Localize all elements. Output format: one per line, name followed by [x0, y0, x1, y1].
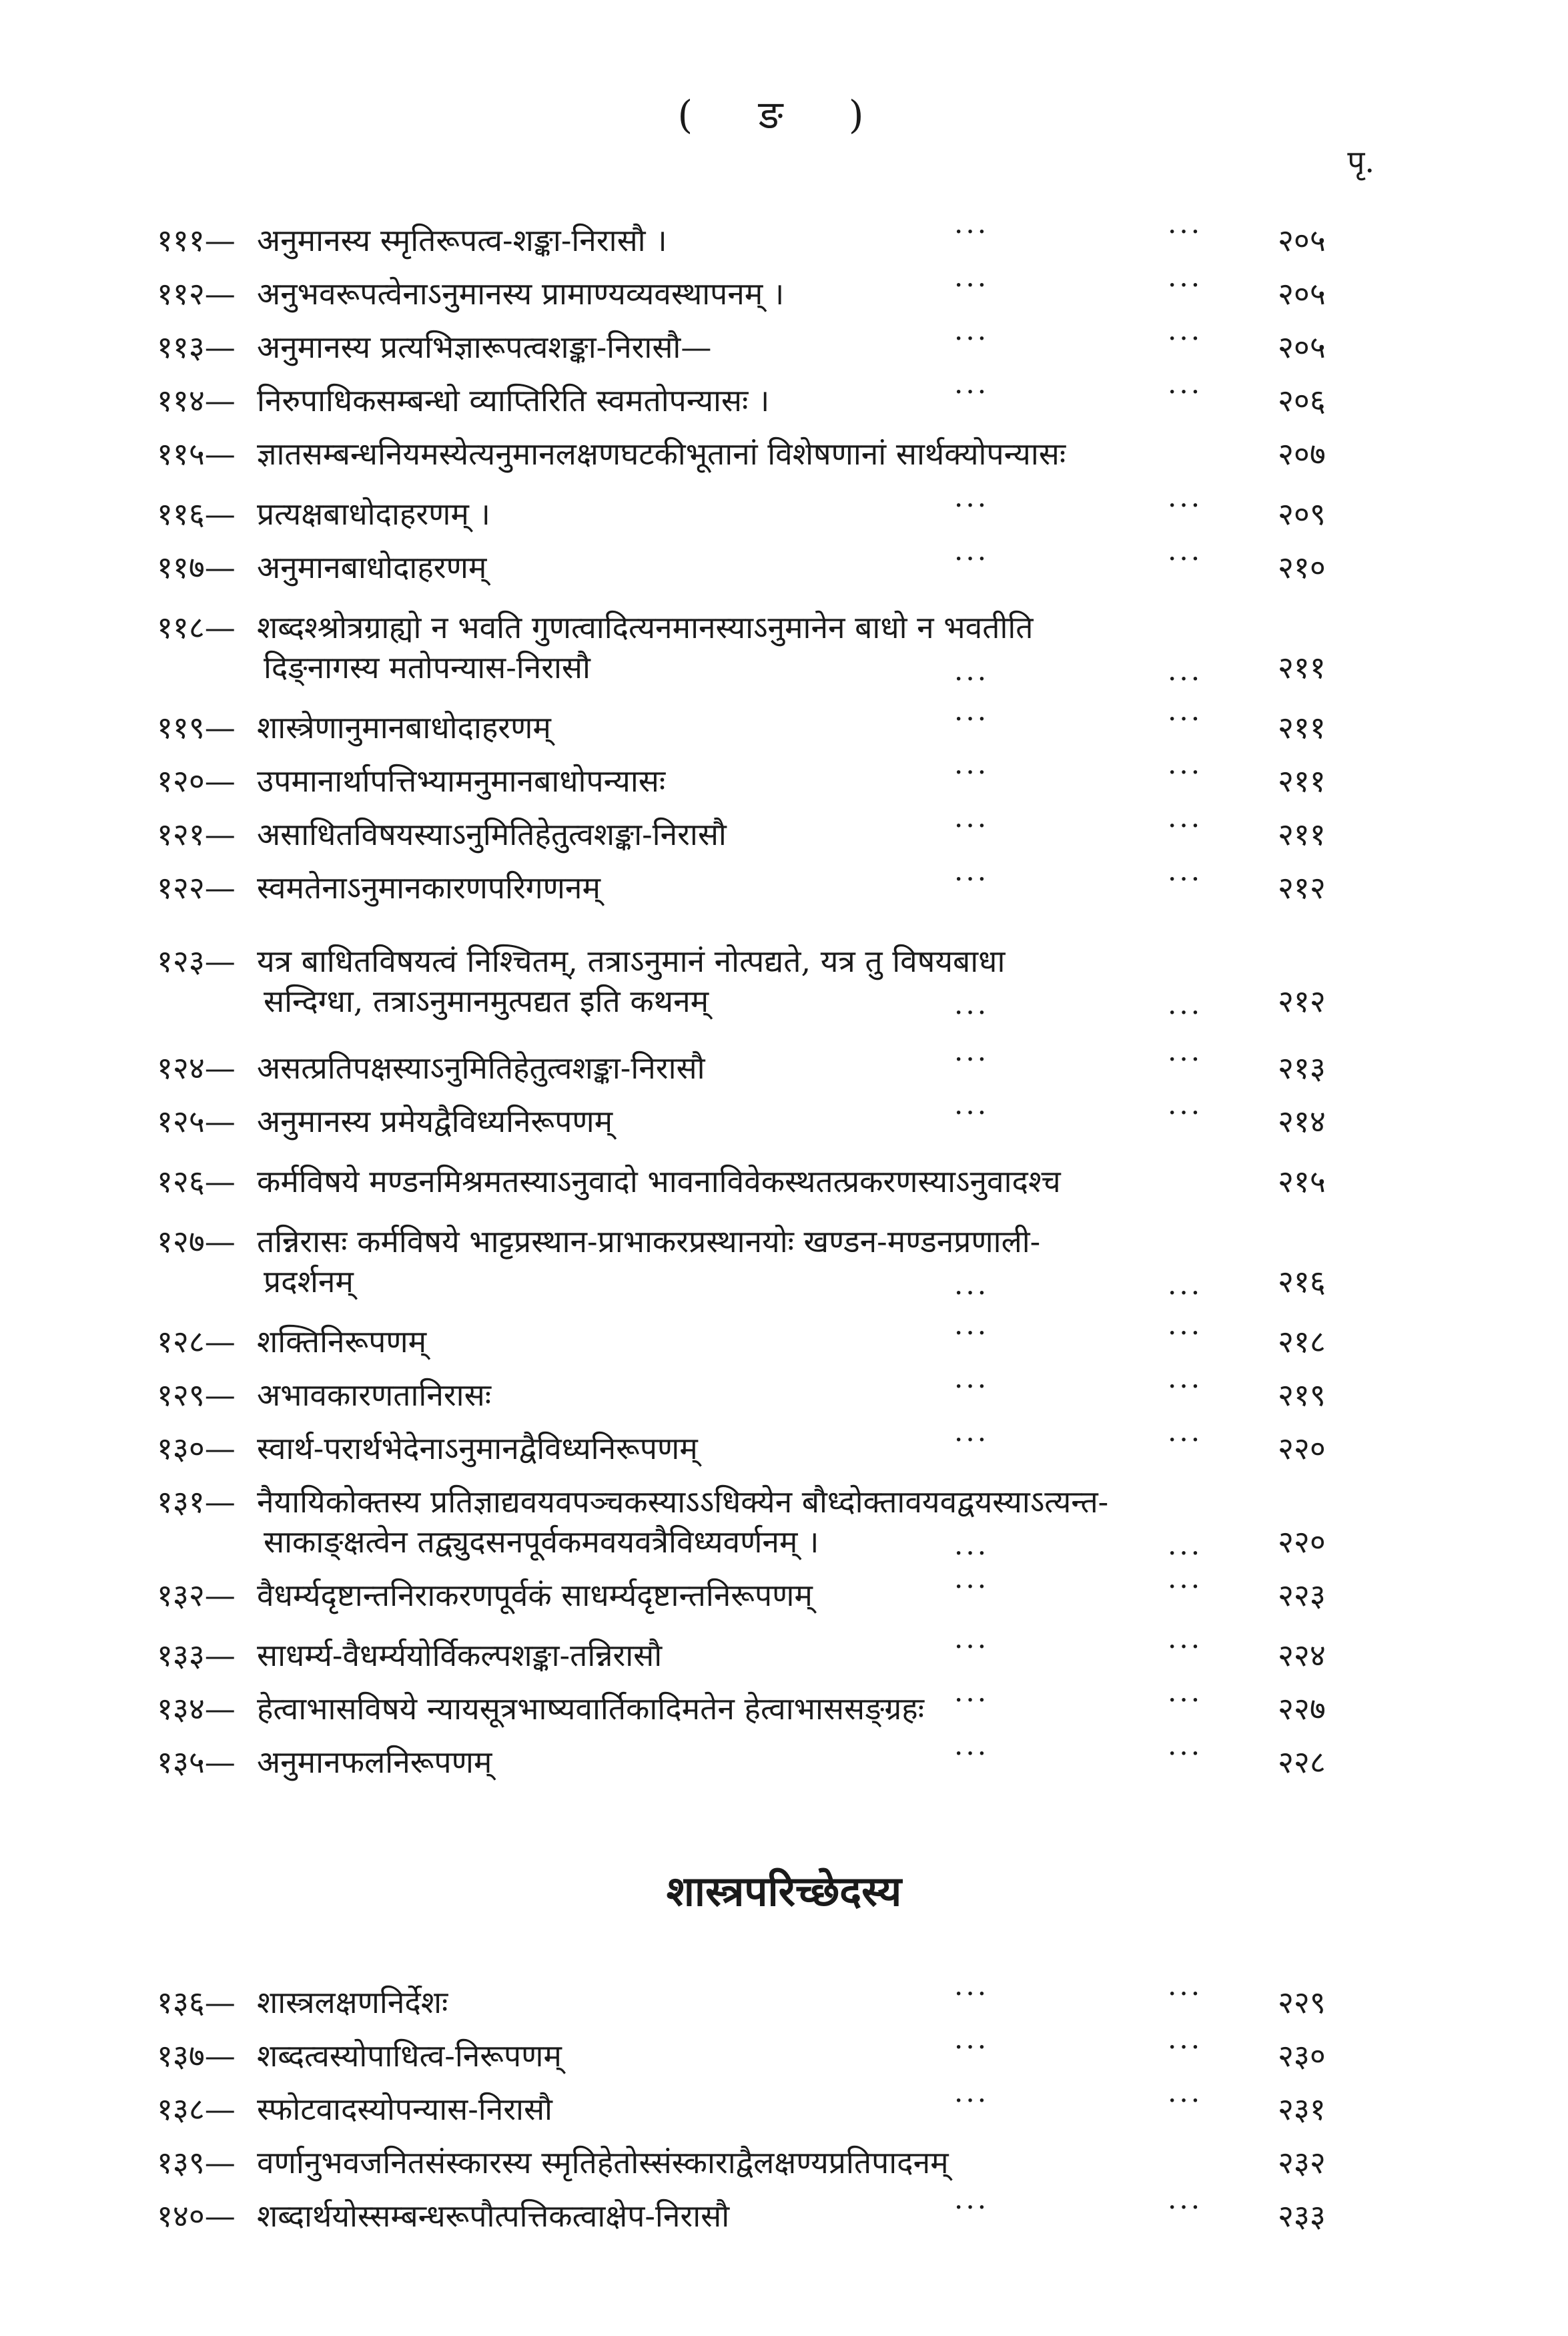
entry-number: ११६— — [157, 496, 236, 532]
toc-entry — [157, 2142, 1378, 2182]
leader-dots: ... — [954, 2076, 990, 2108]
page-header: ( ङ ) — [677, 92, 891, 137]
leader-dots: ... — [954, 367, 990, 400]
leader-dots: ... — [1168, 654, 1203, 687]
leader-dots: ... — [1168, 1415, 1203, 1448]
entry-title: अनुमानस्य प्रत्यभिज्ञारूपत्वशङ्का-निरासौ— — [257, 329, 712, 365]
entry-title: अभावकारणतानिरासः — [257, 1377, 491, 1413]
entry-page-number: २१८ — [1278, 1324, 1326, 1360]
entry-page-number: २१० — [1278, 549, 1326, 585]
entry-page-number: २२७ — [1278, 1691, 1326, 1727]
entry-title-continued: प्रदर्शनम् — [264, 1263, 354, 1299]
entry-title: नैयायिकोक्तस्य प्रतिज्ञाद्यवयवपञ्चकस्याऽऽधिक्येन बौध्दोक्तावयवद्वयस्याऽत्यन्त- — [257, 1484, 1109, 1520]
page-column-label: पृ. — [1347, 143, 1375, 180]
leader-dots: ... — [954, 260, 990, 293]
leader-dots: ... — [1168, 1969, 1203, 2002]
entry-title: स्वार्थ-परार्थभेदेनाऽनुमानद्वैविध्यनिरूपणम् — [257, 1430, 698, 1466]
leader-dots: ... — [954, 2022, 990, 2055]
entry-title: यत्र बाधितविषयत्वं निश्चितम्, तत्राऽनुमानं नोत्पद्यते, यत्र तु विषयबाधा — [257, 943, 1006, 979]
entry-page-number: २१६ — [1278, 1263, 1326, 1299]
entry-title: उपमानार्थापत्तिभ्यामनुमानबाधोपन्यासः — [257, 763, 666, 799]
entry-title: प्रत्यक्षबाधोदाहरणम् । — [257, 496, 490, 532]
entry-page-number: २११ — [1278, 709, 1326, 746]
entry-title: अनुमानफलनिरूपणम् — [257, 1744, 492, 1780]
entry-title: अनुमानबाधोदाहरणम् — [257, 549, 487, 585]
leader-dots: ... — [1168, 534, 1203, 567]
entry-number: १३४— — [157, 1691, 236, 1727]
entry-number: १३०— — [157, 1430, 236, 1466]
leader-dots: ... — [1168, 1562, 1203, 1594]
entry-number: १२९— — [157, 1377, 236, 1413]
entry-number: ११९— — [157, 709, 236, 746]
entry-title: असत्प्रतिपक्षस्याऽनुमितिहेतुत्वशङ्का-निरासौ — [257, 1050, 705, 1086]
leader-dots: ... — [1168, 1362, 1203, 1394]
leader-dots: ... — [954, 1562, 990, 1594]
leader-dots: ... — [1168, 801, 1203, 834]
leader-dots: ... — [954, 801, 990, 834]
leader-dots: ... — [954, 1088, 990, 1121]
entry-page-number: २३२ — [1278, 2144, 1326, 2180]
entry-number: ११५— — [157, 436, 236, 472]
entry-number: १२२— — [157, 870, 236, 906]
entry-page-number: २२४ — [1278, 1637, 1326, 1673]
entry-page-number: २०५ — [1278, 222, 1326, 258]
entry-page-number: २१३ — [1278, 1050, 1326, 1086]
leader-dots: ... — [954, 1729, 990, 1761]
leader-dots: ... — [954, 1415, 990, 1448]
entry-page-number: २३३ — [1278, 2198, 1326, 2234]
entry-number: १३७— — [157, 2038, 236, 2074]
entry-title: वर्णानुभवजनितसंस्कारस्य स्मृतिहेतोस्संस्काराद्वैलक्षण्यप्रतिपादनम् — [257, 2144, 949, 2180]
entry-number: १३९— — [157, 2144, 236, 2180]
entry-number: १२५— — [157, 1103, 236, 1139]
leader-dots: ... — [1168, 1088, 1203, 1121]
entry-page-number: २१९ — [1278, 1377, 1326, 1413]
leader-dots: ... — [1168, 1729, 1203, 1761]
entry-number: १२१— — [157, 816, 236, 852]
leader-dots: ... — [1168, 314, 1203, 346]
entry-title: स्फोटवादस्योपन्यास-निरासौ — [257, 2091, 552, 2127]
leader-dots: ... — [954, 1035, 990, 1067]
entry-title: ज्ञातसम्बन्धनियमस्येत्यनुमानलक्षणघटकीभूतानां विशेषणानां सार्थक्योपन्यासः — [257, 436, 1066, 472]
leader-dots: ... — [954, 988, 990, 1020]
entry-page-number: २३० — [1278, 2038, 1326, 2074]
leader-dots: ... — [954, 1528, 990, 1561]
entry-title: निरुपाधिकसम्बन्धो व्याप्तिरिति स्वमतोपन्यासः । — [257, 382, 770, 418]
entry-number: १२४— — [157, 1050, 236, 1086]
entry-title: शास्त्रेणानुमानबाधोदाहरणम् — [257, 709, 551, 746]
entry-number: ११२— — [157, 276, 236, 312]
leader-dots: ... — [1168, 988, 1203, 1020]
entry-title: हेत्वाभासविषये न्यायसूत्रभाष्यवार्तिकादिमतेन हेत्वाभाससङ्ग्रहः — [257, 1691, 925, 1727]
leader-dots: ... — [954, 1622, 990, 1655]
entry-title: शब्दार्थयोस्सम्बन्धरूपौत्पत्तिकत्वाक्षेप-निरासौ — [257, 2198, 730, 2234]
leader-dots: ... — [1168, 694, 1203, 727]
entry-title: साधर्म्य-वैधर्म्ययोर्विकल्पशङ्का-तन्निरासौ — [257, 1637, 663, 1673]
leader-dots: ... — [954, 694, 990, 727]
leader-dots: ... — [954, 481, 990, 513]
entry-page-number: २३१ — [1278, 2091, 1326, 2127]
entry-number: ११४— — [157, 382, 236, 418]
entry-page-number: २०९ — [1278, 496, 1326, 532]
entry-number: १२३— — [157, 943, 236, 979]
entry-number: १३८— — [157, 2091, 236, 2127]
leader-dots: ... — [954, 748, 990, 780]
leader-dots: ... — [1168, 1622, 1203, 1655]
entry-title: शब्दश्श्रोत्रग्राह्यो न भवति गुणत्वादित्यनमानस्याऽनुमानेन बाधो न भवतीति — [257, 609, 1034, 645]
leader-dots: ... — [1168, 2022, 1203, 2055]
entry-page-number: २११ — [1278, 649, 1326, 685]
entry-number: १२०— — [157, 763, 236, 799]
toc-entry — [157, 434, 1378, 474]
entry-title: तन्निरासः कर्मविषये भाट्टप्रस्थान-प्राभाकरप्रस्थानयोः खण्डन-मण्डनप्रणाली- — [257, 1223, 1041, 1259]
leader-dots: ... — [1168, 1528, 1203, 1561]
entry-title: स्वमतेनाऽनुमानकारणपरिगणनम् — [257, 870, 601, 906]
leader-dots: ... — [1168, 1675, 1203, 1708]
entry-number: १२६— — [157, 1163, 236, 1199]
entry-number: १३५— — [157, 1744, 236, 1780]
leader-dots: ... — [1168, 1268, 1203, 1301]
entry-title-continued: साकाङ्क्षत्वेन तद्व्युदसनपूर्वकमवयवत्रैविध्यवर्णनम् । — [264, 1524, 819, 1560]
entry-page-number: २२० — [1278, 1524, 1326, 1560]
leader-dots: ... — [954, 654, 990, 687]
leader-dots: ... — [1168, 207, 1203, 240]
entry-title-continued: सन्दिग्धा, तत्राऽनुमानमुत्पद्यत इति कथनम् — [264, 983, 709, 1019]
leader-dots: ... — [954, 1969, 990, 2002]
entry-title-continued: दिङ्नागस्य मतोपन्यास-निरासौ — [264, 649, 591, 685]
entry-title: अनुमानस्य स्मृतिरूपत्व-शङ्का-निरासौ । — [257, 222, 667, 258]
section-heading: शास्त्रपरिच्छेदस्य — [666, 1867, 902, 1916]
entry-page-number: २१५ — [1278, 1163, 1326, 1199]
entry-page-number: २२९ — [1278, 1984, 1326, 2020]
leader-dots: ... — [954, 534, 990, 567]
leader-dots: ... — [954, 207, 990, 240]
entry-title: अनुमानस्य प्रमेयद्वैविध्यनिरूपणम् — [257, 1103, 613, 1139]
entry-number: ११३— — [157, 329, 236, 365]
leader-dots: ... — [1168, 748, 1203, 780]
entry-number: १११— — [157, 222, 236, 258]
entry-page-number: २१२ — [1278, 983, 1326, 1019]
entry-number: ११८— — [157, 609, 236, 645]
entry-page-number: २०५ — [1278, 276, 1326, 312]
leader-dots: ... — [954, 2182, 990, 2215]
leader-dots: ... — [1168, 1308, 1203, 1341]
entry-title: वैधर्म्यदृष्टान्तनिराकरणपूर्वकं साधर्म्यदृष्टान्तनिरूपणम् — [257, 1577, 813, 1613]
entry-title: असाधितविषयस्याऽनुमितिहेतुत्वशङ्का-निरासौ — [257, 816, 727, 852]
leader-dots: ... — [954, 854, 990, 887]
entry-title: शब्दत्वस्योपाधित्व-निरूपणम् — [257, 2038, 562, 2074]
leader-dots: ... — [1168, 260, 1203, 293]
leader-dots: ... — [1168, 2182, 1203, 2215]
entry-number: १३२— — [157, 1577, 236, 1613]
leader-dots: ... — [954, 314, 990, 346]
leader-dots: ... — [954, 1362, 990, 1394]
entry-number: १३३— — [157, 1637, 236, 1673]
leader-dots: ... — [1168, 1035, 1203, 1067]
leader-dots: ... — [1168, 367, 1203, 400]
entry-page-number: २०६ — [1278, 382, 1326, 418]
entry-title: शक्तिनिरूपणम् — [257, 1324, 427, 1360]
entry-number: १२७— — [157, 1223, 236, 1259]
entry-page-number: २२३ — [1278, 1577, 1326, 1613]
entry-page-number: २२८ — [1278, 1744, 1326, 1780]
leader-dots: ... — [1168, 854, 1203, 887]
entry-page-number: २२० — [1278, 1430, 1326, 1466]
leader-dots: ... — [954, 1675, 990, 1708]
leader-dots: ... — [1168, 481, 1203, 513]
leader-dots: ... — [954, 1308, 990, 1341]
entry-page-number: २०५ — [1278, 329, 1326, 365]
entry-number: १३१— — [157, 1484, 236, 1520]
entry-title: अनुभवरूपत्वेनाऽनुमानस्य प्रामाण्यव्यवस्थापनम् । — [257, 276, 785, 312]
leader-dots: ... — [954, 1268, 990, 1301]
entry-number: १३६— — [157, 1984, 236, 2020]
entry-page-number: २०७ — [1278, 436, 1326, 472]
entry-number: १४०— — [157, 2198, 236, 2234]
entry-title: शास्त्रलक्षणनिर्देशः — [257, 1984, 448, 2020]
entry-page-number: २११ — [1278, 763, 1326, 799]
entry-number: १२८— — [157, 1324, 236, 1360]
entry-title: कर्मविषये मण्डनमिश्रमतस्याऽनुवादो भावनाविवेकस्थतत्प्रकरणस्याऽनुवादश्च — [257, 1163, 1061, 1199]
entry-page-number: २१४ — [1278, 1103, 1326, 1139]
leader-dots: ... — [1168, 2076, 1203, 2108]
entry-page-number: २१२ — [1278, 870, 1326, 906]
entry-page-number: २११ — [1278, 816, 1326, 852]
entry-number: ११७— — [157, 549, 236, 585]
toc-entry — [157, 1161, 1378, 1201]
